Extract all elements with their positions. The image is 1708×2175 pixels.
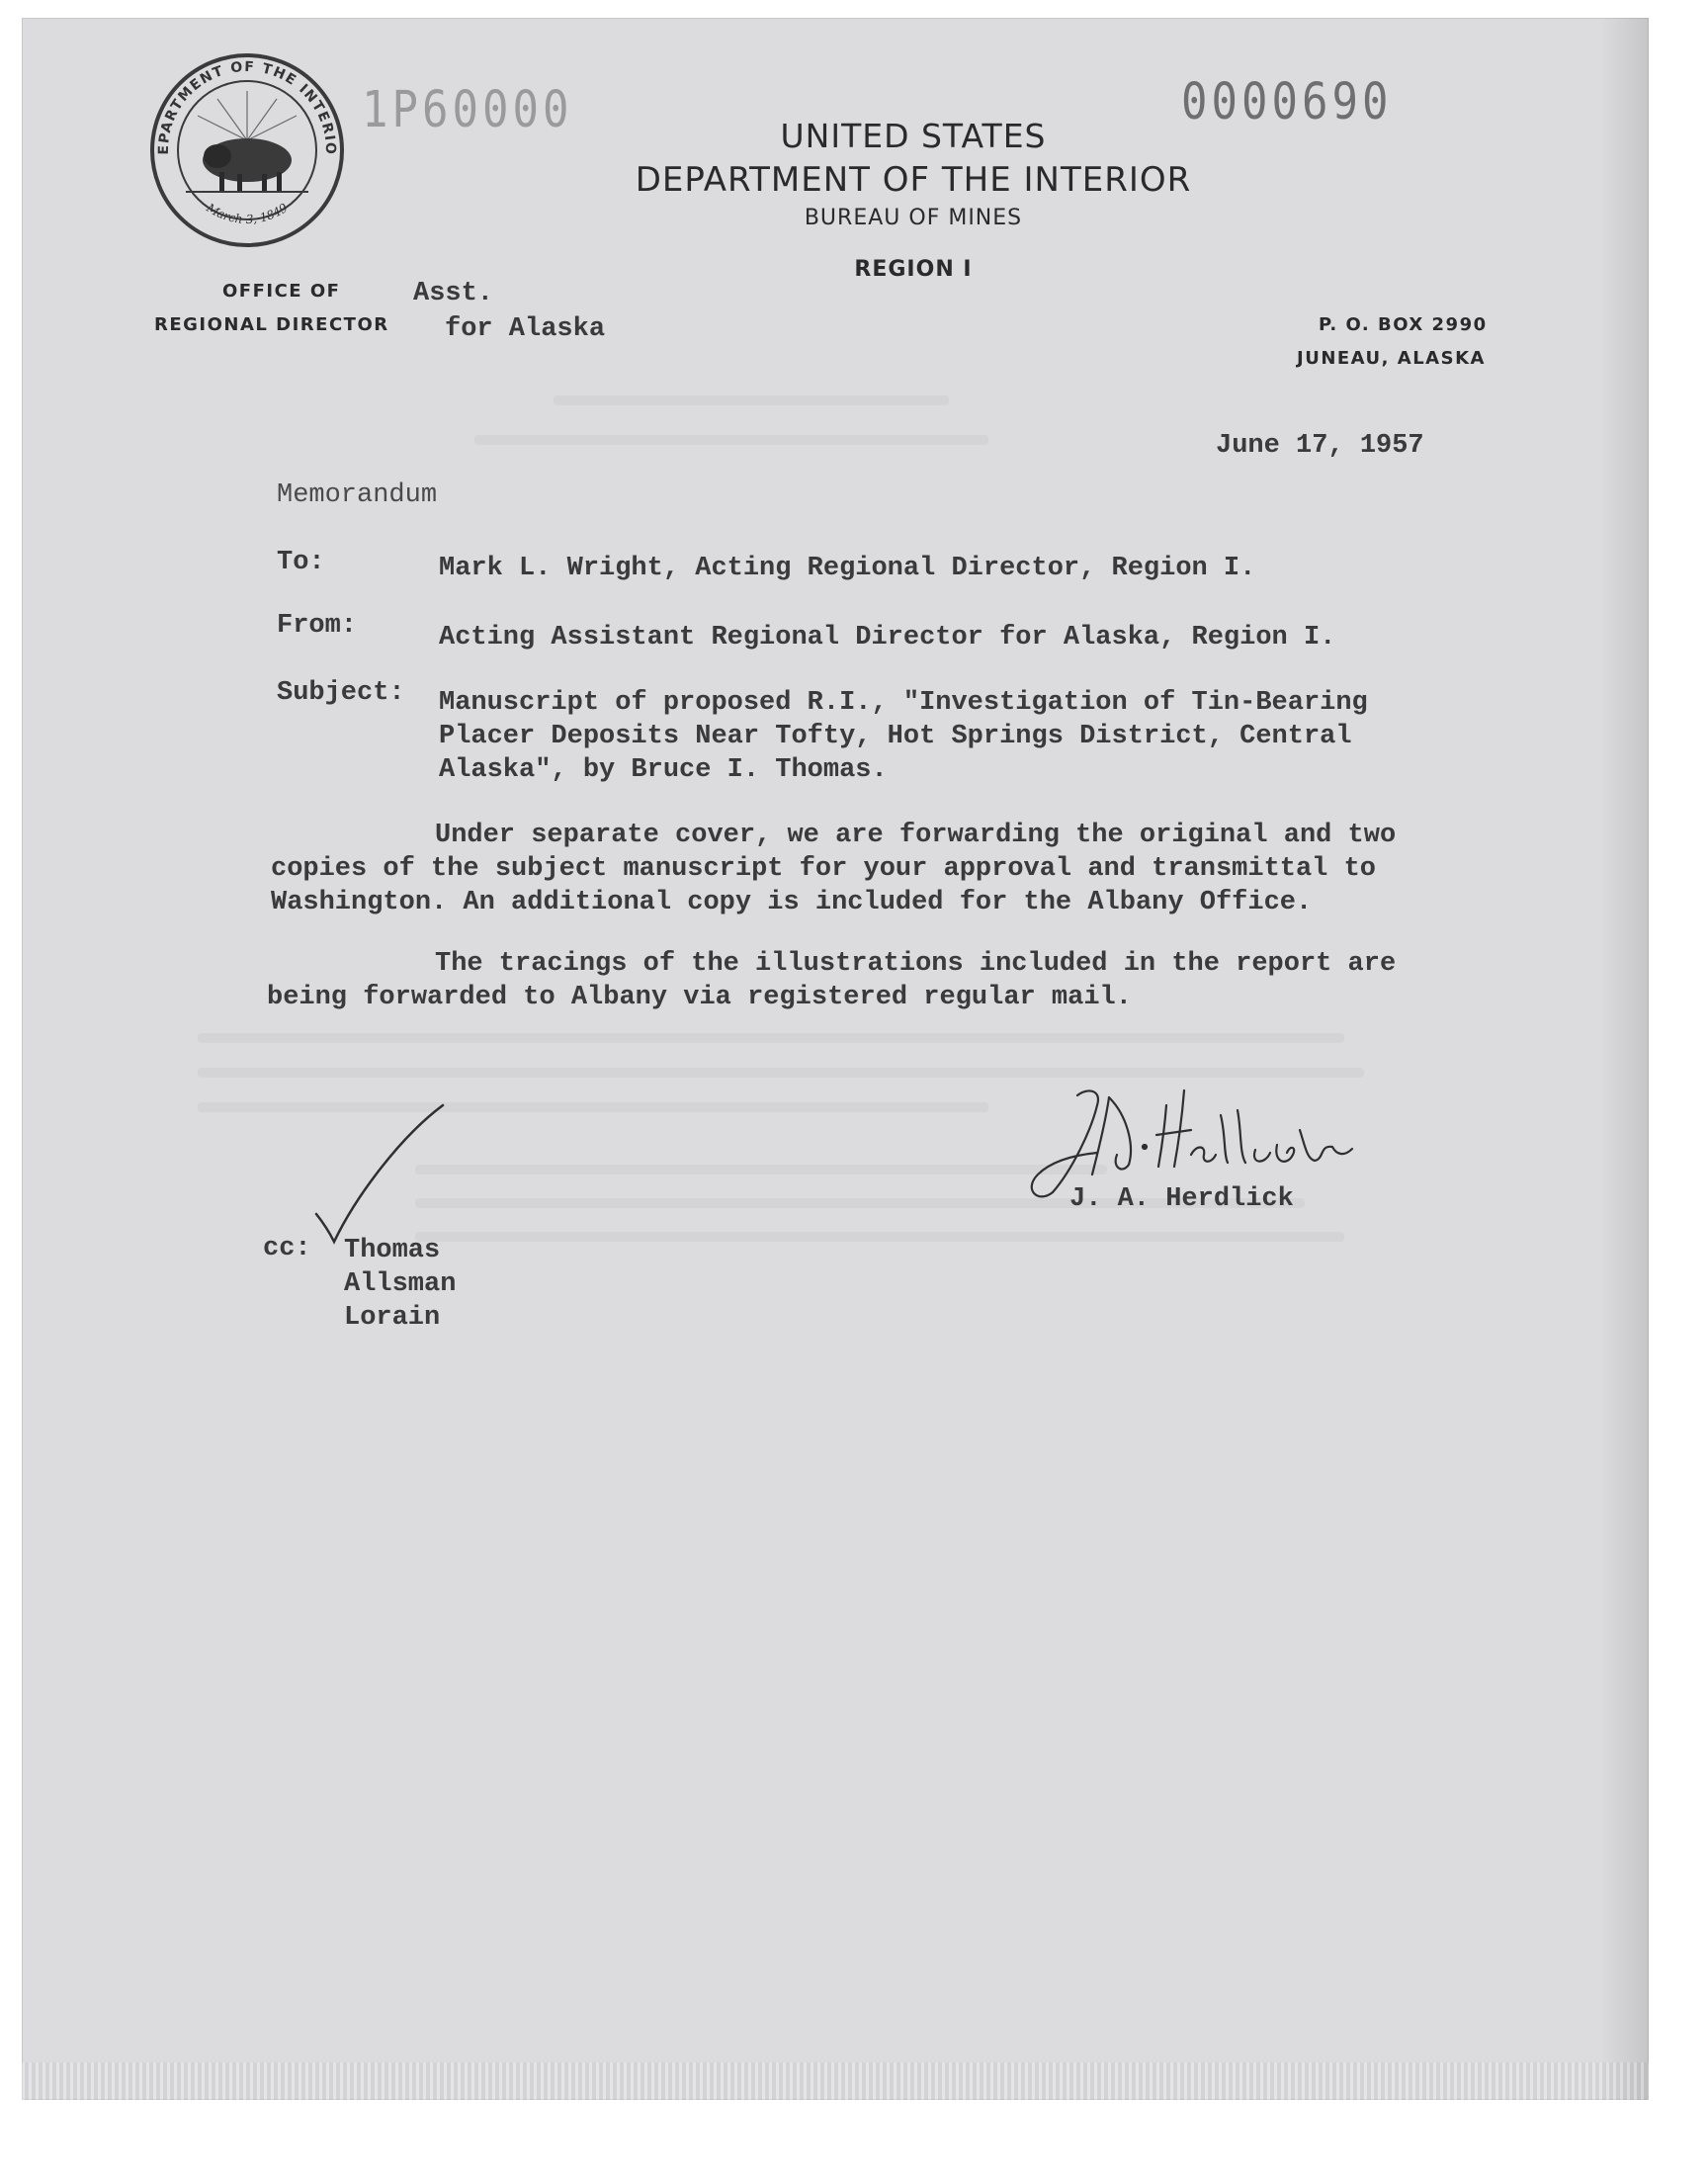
asst-typed: Asst. [413, 279, 494, 308]
paragraph-1-line: copies of the subject manuscript for your approval and transmittal to [271, 854, 1376, 884]
svg-text:March 3, 1849: March 3, 1849 [204, 200, 291, 227]
svg-text:DEPARTMENT OF THE INTERIOR: EPARTMENT OF THE INTERIO [155, 58, 339, 156]
bleed-through-line [415, 1232, 1344, 1242]
subject-line: Alaska", by Bruce I. Thomas. [439, 755, 888, 785]
bleed-through-line [554, 395, 949, 405]
cc-label: cc: [263, 1234, 311, 1263]
to-label: To: [277, 548, 325, 577]
from-label: From: [277, 611, 358, 641]
to-value: Mark L. Wright, Acting Regional Director, Region I. [439, 554, 1256, 583]
scan-streaks [22, 2062, 1649, 2100]
city: JUNEAU, ALASKA [1297, 348, 1486, 369]
from-value: Acting Assistant Regional Director for Alaska, Region I. [439, 623, 1336, 652]
paragraph-2-line: The tracings of the illustrations included in the report are [435, 949, 1397, 979]
paragraph-1-line: Under separate cover, we are forwarding the original and two [435, 821, 1397, 850]
memo-type: Memorandum [277, 480, 438, 510]
cc-recipient: Lorain [344, 1303, 441, 1333]
regional-director-label: REGIONAL DIRECTOR [154, 314, 389, 335]
paragraph-2-line: being forwarded to Albany via registered regular mail. [267, 983, 1132, 1012]
bleed-through-line [474, 435, 988, 445]
letterhead-line-3: BUREAU OF MINES [804, 206, 1023, 230]
letterhead-line-2: DEPARTMENT OF THE INTERIOR [635, 160, 1192, 200]
letterhead-line-1: UNITED STATES [780, 117, 1047, 155]
cc-recipient: Thomas [344, 1236, 441, 1265]
stamp-number-left: 1P60000 [362, 81, 573, 139]
paragraph-1-line: Washington. An additional copy is included for the Albany Office. [271, 888, 1313, 917]
office-of-label: OFFICE OF [222, 281, 341, 302]
bleed-through-line [415, 1165, 1107, 1174]
po-box: P. O. BOX 2990 [1319, 314, 1488, 335]
signatory-name: J. A. Herdlick [1069, 1184, 1294, 1214]
checkmark-icon [306, 1097, 455, 1246]
letterhead-line-4: REGION I [854, 257, 973, 282]
subject-label: Subject: [277, 678, 405, 708]
for-alaska-typed: for Alaska [445, 314, 606, 344]
page-edge-shadow [1599, 18, 1649, 2100]
cc-recipient: Allsman [344, 1269, 457, 1299]
stamp-number-right: 0000690 [1181, 73, 1393, 131]
memo-date: June 17, 1957 [1216, 431, 1424, 461]
subject-line: Manuscript of proposed R.I., "Investigation of Tin-Bearing [439, 688, 1368, 718]
bleed-through-line [198, 1033, 1344, 1043]
subject-line: Placer Deposits Near Tofty, Hot Springs District, Central [439, 722, 1352, 751]
